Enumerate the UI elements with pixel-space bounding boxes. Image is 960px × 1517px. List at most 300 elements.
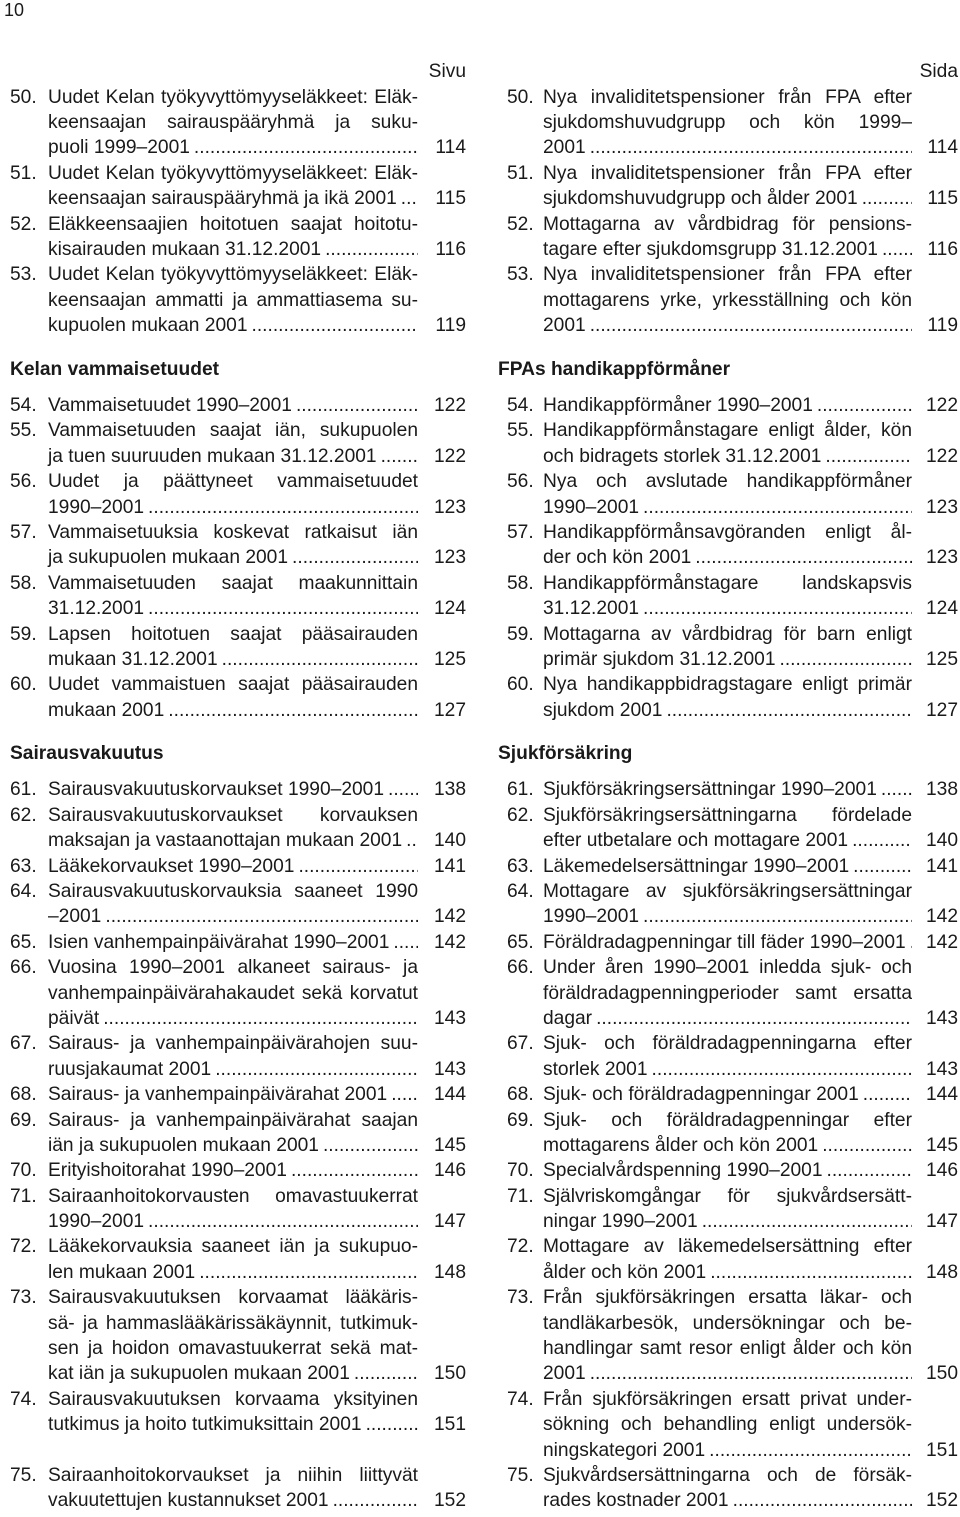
toc-entry (498, 930, 958, 955)
entry-title-line: ruusjakaumat 2001 (48, 1058, 212, 1080)
page-number-ref: 142 (925, 931, 958, 953)
page-number-ref: 150 (925, 1363, 958, 1385)
entry-title-line: Mottagarna av vårdbidrag för barn enligt (543, 623, 912, 645)
entry-last-line (543, 698, 958, 723)
entry-last-line (543, 1057, 958, 1082)
entry-title-line: 2001 (543, 315, 586, 337)
entry-title-line: mottagarens ålder och kön 2001 (543, 1134, 819, 1156)
entry-last-line (48, 545, 466, 570)
toc-entry (498, 571, 958, 622)
page-number-ref: 144 (925, 1084, 958, 1106)
entry-title (48, 854, 466, 879)
page-number-ref: 146 (925, 1160, 958, 1182)
entry-title-line: Sairausvakuutuskorvauksia saaneet 1990 (48, 881, 418, 903)
entry-last-line (543, 647, 958, 672)
entry-title (543, 418, 958, 469)
page-number-ref: 123 (925, 496, 958, 518)
dot-leader (849, 854, 912, 879)
dot-leader (144, 495, 418, 520)
entry-last-line (543, 930, 958, 955)
entry-title (48, 1031, 466, 1082)
toc-entry (10, 418, 466, 469)
entry-title-line: 31.12.2001 (543, 598, 640, 620)
entry-number: 56. (10, 471, 37, 493)
dot-leader (818, 1133, 912, 1158)
entry-title (48, 262, 466, 338)
toc-entry (10, 1184, 466, 1235)
dot-leader (813, 393, 912, 418)
dot-leader (294, 854, 418, 879)
entry-title (543, 1234, 958, 1285)
entry-title-line: Sairaanhoitokorvaukset ja niihin liittyvät (48, 1465, 418, 1486)
entry-title (543, 571, 958, 622)
page-number-ref: 151 (925, 1439, 958, 1461)
entry-number: 63. (10, 855, 37, 877)
entry-title-line: Vammaisetuuden saajat maakunnittain (48, 572, 418, 594)
entry-title-line: sjukdomshuvudgrupp och kön 1999– (543, 112, 912, 134)
toc-entry (498, 469, 958, 520)
entry-number: 58. (10, 572, 37, 594)
entry-last-line (543, 393, 958, 418)
entry-number: 67. (507, 1033, 534, 1055)
entry-number: 54. (10, 394, 37, 416)
entry-number: 50. (10, 86, 37, 108)
page-number-ref: 143 (925, 1058, 958, 1080)
entry-last-line (48, 1158, 466, 1183)
dot-leader (287, 1158, 418, 1183)
toc-entry (498, 1158, 958, 1183)
entry-title-line: puoli 1999–2001 (48, 137, 190, 159)
dot-leader (321, 237, 418, 262)
entry-title-line: Lapsen hoitotuen saajat pääsairauden (48, 623, 418, 645)
entry-number: 51. (10, 162, 37, 184)
toc-entry (10, 1285, 466, 1387)
page-number-ref: 146 (433, 1160, 466, 1182)
entry-title (48, 1184, 466, 1235)
entry-title (48, 622, 466, 673)
entry-title-line: 1990–2001 (48, 1211, 145, 1233)
entry-number: 64. (10, 881, 37, 903)
entry-title-line: –2001 (48, 906, 102, 928)
entry-title (48, 1234, 466, 1285)
entry-title-line: Nya invaliditetspensioner från FPA efter (543, 86, 912, 108)
entry-title-line: Läkemedelsersättningar 1990–2001 (543, 855, 850, 877)
entry-title-line: Självriskomgångar för sjukvårdsersätt- (543, 1185, 912, 1207)
entry-last-line (48, 1006, 466, 1031)
entry-title (543, 393, 958, 418)
entry-number: 51. (507, 162, 534, 184)
entry-title-line: sen ja hoidon omavastuukerrat sekä mat- (48, 1338, 418, 1360)
page-number-ref: 116 (927, 239, 958, 261)
dot-leader (639, 596, 912, 621)
toc-entry (498, 622, 958, 673)
entry-title (48, 469, 466, 520)
entry-title-line: sjukdom 2001 (543, 699, 663, 721)
entry-title (543, 1184, 958, 1235)
page-number-ref: 123 (433, 547, 466, 569)
entry-last-line (543, 1133, 958, 1158)
entry-last-line (543, 135, 958, 160)
dot-leader (389, 930, 418, 955)
entry-number: 59. (507, 623, 534, 645)
entry-number: 71. (507, 1185, 534, 1207)
entry-number: 61. (10, 779, 37, 801)
entry-title-line: Erityishoitorahat 1990–2001 (48, 1160, 287, 1182)
dot-leader (586, 135, 912, 160)
dot-leader (586, 313, 912, 338)
dot-leader (877, 777, 912, 802)
entry-number: 66. (10, 957, 37, 979)
entry-last-line (543, 444, 958, 469)
page-number-ref: 124 (433, 598, 466, 620)
page-column-label: Sivu (428, 61, 466, 83)
toc-entry (498, 85, 958, 161)
entry-title (48, 672, 466, 723)
entry-title-line: vanhempainpäivärahakaudet sekä korvatut (48, 982, 418, 1004)
dot-leader (99, 1006, 418, 1031)
entry-number: 60. (507, 674, 534, 696)
entry-number: 57. (10, 521, 37, 543)
dot-leader (691, 545, 912, 570)
entry-number: 61. (507, 779, 534, 801)
toc-entry (10, 469, 466, 520)
page-number-ref: 142 (433, 906, 466, 928)
entry-title-line: mukaan 2001 (48, 699, 165, 721)
page-number-ref: 138 (433, 779, 466, 801)
page-number-ref: 144 (433, 1084, 466, 1106)
dot-leader (248, 313, 419, 338)
page-number-ref: 140 (925, 830, 958, 852)
toc-entry (10, 1158, 466, 1183)
entry-number: 65. (507, 931, 534, 953)
entry-number: 55. (10, 420, 37, 442)
entry-title-line: Nya och avslutade handikappförmåner (543, 471, 912, 493)
entry-number: 71. (10, 1185, 37, 1207)
entry-number: 69. (507, 1109, 534, 1131)
entry-number: 68. (507, 1084, 534, 1106)
toc-entry (498, 161, 958, 212)
page-number-ref: 148 (925, 1261, 958, 1283)
entry-title (48, 1082, 466, 1107)
entry-last-line (48, 596, 466, 621)
dot-leader (648, 1057, 912, 1082)
dot-leader (218, 647, 418, 672)
dot-leader (848, 828, 912, 853)
toc-entry (10, 262, 466, 338)
page-number-ref: 122 (925, 445, 958, 467)
entry-last-line (543, 1361, 958, 1386)
entry-number: 62. (507, 804, 534, 826)
page-number-ref: 125 (925, 648, 958, 670)
entry-last-line (543, 545, 958, 570)
entry-number: 66. (507, 957, 534, 979)
entry-title-line: Sairausvakuutuksen korvaama yksityinen (48, 1388, 418, 1410)
entry-number: 50. (507, 86, 534, 108)
toc-entry (498, 1108, 958, 1159)
page-number-ref: 123 (433, 496, 466, 518)
entry-last-line (543, 1082, 958, 1107)
dot-leader (319, 1133, 418, 1158)
entry-title-line: storlek 2001 (543, 1058, 648, 1080)
entry-title-line: Lääkekorvaukset 1990–2001 (48, 855, 295, 877)
page-number-ref: 140 (433, 830, 466, 852)
entry-title-line: maksajan ja vastaanottajan mukaan 2001 (48, 830, 403, 852)
page-number-ref: 122 (433, 394, 466, 416)
entry-title-line: Sairausvakuutuskorvaukset 1990–2001 (48, 779, 385, 801)
dot-leader (639, 904, 912, 929)
toc-entry (10, 1387, 466, 1438)
dot-leader (101, 904, 418, 929)
entry-number: 72. (507, 1236, 534, 1258)
entry-title (543, 777, 958, 802)
toc-entry (10, 672, 466, 723)
toc-entry (10, 571, 466, 622)
entry-number: 73. (507, 1287, 534, 1309)
entry-title-line: Isien vanhempainpäivärahat 1990–2001 (48, 931, 390, 953)
entry-number: 57. (507, 521, 534, 543)
entry-title-line: Sairaus- ja vanhempainpäivärahojen suu- (48, 1033, 418, 1055)
entry-last-line (543, 237, 958, 262)
entry-number: 52. (507, 213, 534, 235)
entry-title-line: tagare efter sjukdomsgrupp 31.12.2001 (543, 239, 878, 261)
toc-entry (498, 1234, 958, 1285)
toc-entry (498, 212, 958, 263)
dot-leader (350, 1361, 418, 1386)
entry-number: 55. (507, 420, 534, 442)
entry-title-line: föräldradagpenningperioder samt ersatta (543, 982, 912, 1004)
entry-title-line: Vuosina 1990–2001 alkaneet sairaus- ja (48, 957, 418, 979)
page-number-ref: 143 (433, 1007, 466, 1029)
entry-title-line: ningskategori 2001 (543, 1439, 706, 1461)
toc-entry (10, 777, 466, 802)
toc-entry (10, 85, 466, 161)
entry-number: 59. (10, 623, 37, 645)
entry-title-line: päivät (48, 1007, 100, 1029)
page-number-ref: 151 (433, 1414, 466, 1436)
toc-entry (10, 393, 466, 418)
entry-title-line: Sjuk- och föräldradagpenningar 2001 (543, 1084, 859, 1106)
entry-title-line: Sjukvårdsersättningarna och de försäk- (543, 1465, 912, 1486)
entry-title (543, 622, 958, 673)
page-number-ref: 127 (433, 699, 466, 721)
toc-entry (10, 161, 466, 212)
entry-number: 67. (10, 1033, 37, 1055)
entry-last-line (48, 1082, 466, 1107)
page-number-ref: 123 (925, 547, 958, 569)
entry-last-line (543, 1209, 958, 1234)
entry-title-line: Uudet vammaistuen saajat pääsairauden (48, 674, 418, 696)
entry-title (543, 930, 958, 955)
entry-title (543, 955, 958, 1031)
dot-leader (639, 495, 912, 520)
entry-number: 75. (507, 1465, 534, 1486)
entry-last-line (48, 1361, 466, 1386)
page-number-ref: 141 (925, 855, 958, 877)
entry-number: 70. (10, 1160, 37, 1182)
entry-title (48, 571, 466, 622)
page-number-ref: 127 (925, 699, 958, 721)
entry-last-line (543, 1438, 958, 1463)
toc-entry (10, 212, 466, 263)
page-number-ref: 116 (435, 239, 466, 261)
entry-title-line: och bidragets storlek 31.12.2001 (543, 445, 822, 467)
section-heading: Sjukförsäkring (498, 743, 633, 765)
entry-title-line: kisairauden mukaan 31.12.2001 (48, 239, 322, 261)
entry-title-line: Handikappförmånstagare landskapsvis (543, 572, 912, 594)
entry-title-line: keensaajan sairauspääryhmä ja suku- (48, 112, 418, 134)
page-number-ref: 150 (433, 1363, 466, 1385)
entry-title (543, 1108, 958, 1159)
table-of-contents (10, 59, 958, 1513)
dot-leader (823, 1158, 912, 1183)
toc-entry (10, 879, 466, 930)
entry-title-line: Uudet Kelan työkyvyttömyyseläkkeet: Eläk- (48, 86, 418, 108)
page-number-ref: 152 (925, 1490, 958, 1512)
toc-entry (498, 1463, 958, 1514)
entry-number: 69. (10, 1109, 37, 1131)
entry-number: 62. (10, 804, 37, 826)
toc-entry (10, 1082, 466, 1107)
entry-title-line: Från sjukförsäkringen ersatt privat under- (543, 1388, 912, 1410)
entry-last-line (48, 698, 466, 723)
entry-title-line: ja tuen suuruuden mukaan 31.12.2001 (48, 445, 377, 467)
dot-leader (195, 1260, 418, 1285)
entry-title-line: mottagarens yrke, yrkesställning och kön (543, 289, 912, 311)
entry-title (543, 85, 958, 161)
dot-leader (292, 393, 418, 418)
entry-title-line: Eläkkeensaajien hoitotuen saajat hoitotu- (48, 213, 418, 235)
toc-entry (498, 955, 958, 1031)
toc-entry (498, 1387, 958, 1463)
entry-number: 52. (10, 213, 37, 235)
entry-title-line: Sairaanhoitokorvausten omavastuukerrat (48, 1185, 418, 1207)
entry-title-line: Handikappförmånsavgöranden enligt ål- (543, 521, 912, 543)
page-number-ref: 152 (433, 1490, 466, 1512)
toc-entry (498, 1285, 958, 1387)
entry-title (543, 161, 958, 212)
dot-leader (190, 135, 418, 160)
entry-title-line: ja sukupuolen mukaan 2001 (48, 547, 289, 569)
dot-leader (586, 1361, 912, 1386)
entry-number: 73. (10, 1287, 37, 1309)
entry-title-line: Under åren 1990–2001 inledda sjuk- och (543, 957, 912, 979)
toc-entry (10, 803, 466, 854)
entry-title-line: 1990–2001 (543, 496, 640, 518)
page-number-ref: 145 (925, 1134, 958, 1156)
toc-entry (498, 1082, 958, 1107)
entry-last-line (543, 313, 958, 338)
entry-last-line (48, 186, 466, 211)
entry-title (543, 262, 958, 338)
toc-entry (10, 1463, 466, 1514)
entry-title (543, 803, 958, 854)
entry-title (543, 1387, 958, 1463)
entry-title-line: Mottagarna av vårdbidrag för pensions- (543, 213, 912, 235)
entry-title-line: Handikappförmåner 1990–2001 (543, 394, 813, 416)
page-number-ref: 141 (433, 855, 466, 877)
entry-title-line: Sjuk- och föräldradagpenningarna efter (543, 1033, 912, 1055)
dot-leader (164, 698, 418, 723)
entry-last-line (543, 1260, 958, 1285)
toc-entry (498, 854, 958, 879)
entry-title (543, 1463, 958, 1514)
toc-entry (498, 672, 958, 723)
entry-number: 68. (10, 1084, 37, 1106)
entry-title-line: 31.12.2001 (48, 598, 145, 620)
entry-last-line (543, 828, 958, 853)
entry-title-line: Vammaisetuuden saajat iän, sukupuolen (48, 420, 418, 442)
entry-title (48, 1285, 466, 1387)
entry-last-line (48, 393, 466, 418)
entry-title-line: Föräldradagpenningar till fäder 1990–2001 (543, 931, 906, 953)
page-number-ref: 143 (925, 1007, 958, 1029)
toc-entry (498, 803, 958, 854)
dot-leader (592, 1006, 912, 1031)
toc-entry (10, 1108, 466, 1159)
page-number-ref: 138 (925, 779, 958, 801)
entry-last-line (48, 1488, 466, 1513)
entry-title (543, 520, 958, 571)
entry-title (543, 1158, 958, 1183)
entry-title-line: vakuutettujen kustannukset 2001 (48, 1490, 329, 1512)
entry-last-line (48, 1412, 466, 1437)
page-number: 10 (4, 0, 25, 20)
entry-number: 72. (10, 1236, 37, 1258)
section-heading: Kelan vammaisetuudet (10, 358, 220, 380)
entry-title-line: kat iän ja sukupuolen mukaan 2001 (48, 1363, 350, 1385)
dot-leader (729, 1488, 912, 1513)
entry-title (48, 418, 466, 469)
dot-leader (706, 1260, 912, 1285)
entry-title-line: Uudet Kelan työkyvyttömyyseläkkeet: Eläk- (48, 162, 418, 184)
page-number-ref: 114 (927, 137, 958, 159)
toc-entry (10, 854, 466, 879)
entry-title-line: sjukdomshuvudgrupp och ålder 2001 (543, 188, 858, 210)
entry-number: 74. (10, 1388, 37, 1410)
entry-last-line (48, 647, 466, 672)
entry-title-line: kupuolen mukaan 2001 (48, 315, 248, 337)
page-number-ref: 122 (925, 394, 958, 416)
entry-last-line (48, 1133, 466, 1158)
entry-title-line: keensaajan ammatti ja ammattiasema su- (48, 289, 418, 311)
entry-last-line (543, 186, 958, 211)
entry-title (543, 879, 958, 930)
page-number-ref: 119 (435, 315, 466, 337)
section-heading: FPAs handikappförmåner (498, 358, 731, 380)
page-number-ref: 122 (433, 445, 466, 467)
entry-number: 56. (507, 471, 534, 493)
page-number-ref: 114 (435, 137, 466, 159)
dot-leader (377, 444, 418, 469)
entry-last-line (543, 1006, 958, 1031)
entry-title (48, 393, 466, 418)
entry-last-line (48, 1260, 466, 1285)
entry-title-line: Nya handikappbidragstagare enligt primär (543, 674, 912, 696)
entry-last-line (48, 444, 466, 469)
page-number-ref: 119 (927, 315, 958, 337)
entry-number: 58. (507, 572, 534, 594)
entry-last-line (48, 828, 466, 853)
toc-entry (10, 622, 466, 673)
entry-title-line: Sairausvakuutuskorvaukset korvauksen (48, 804, 418, 826)
entry-title (543, 469, 958, 520)
page-number-ref: 115 (927, 188, 958, 210)
entry-title-line: Nya invaliditetspensioner från FPA efter (543, 162, 912, 184)
entry-last-line (543, 1158, 958, 1183)
entry-title-line: Sjukförsäkringsersättningar 1990–2001 (543, 779, 877, 801)
entry-title-line: 2001 (543, 1363, 586, 1385)
page-number-ref: 147 (925, 1211, 958, 1233)
